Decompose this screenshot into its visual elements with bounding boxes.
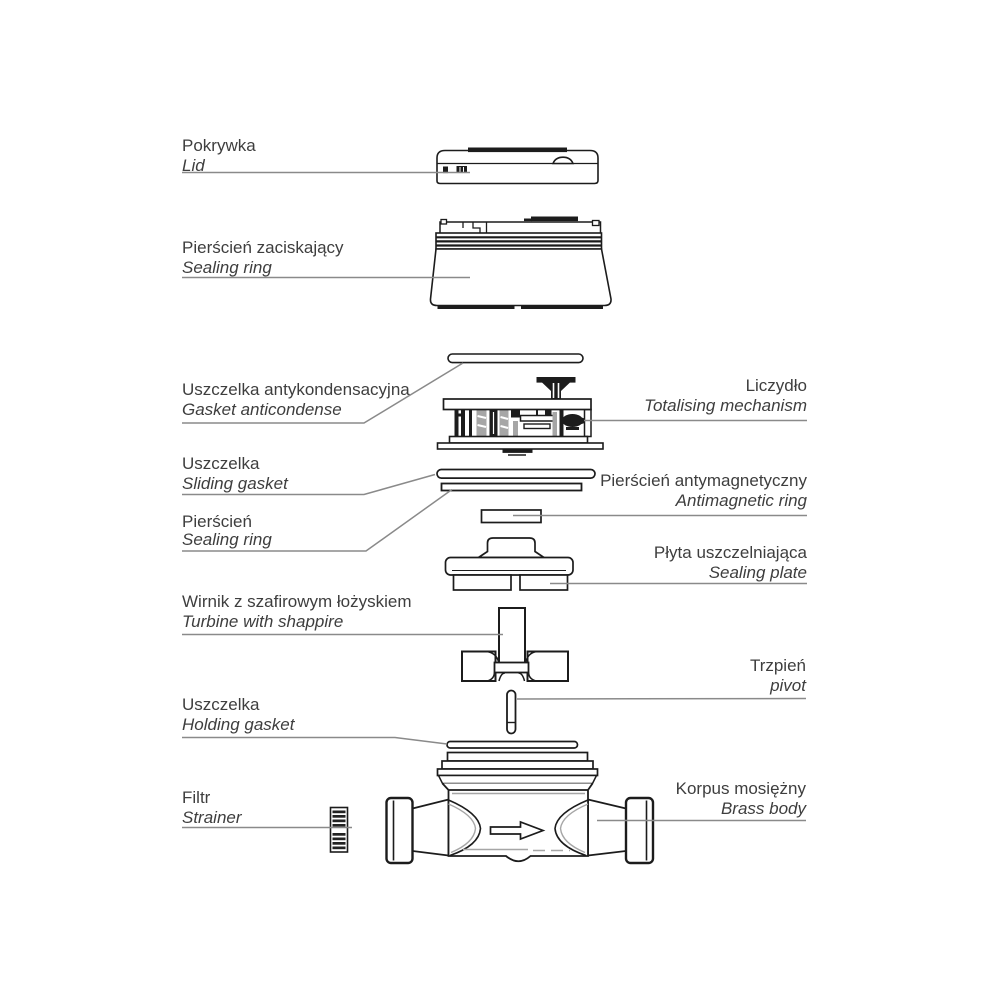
strainer-drawing [331,808,348,853]
label-counter [644,376,807,416]
label-anticondense [182,380,410,420]
label-body-en: Brass body [720,799,806,818]
small-sealing-ring-drawing [442,484,582,491]
label-antimagnetic [600,471,807,511]
brass-body-drawing [387,753,654,864]
anticondense-gasket-drawing [448,354,583,363]
label-lid [182,136,256,176]
label-turbine [182,592,412,632]
label-counter-pl: Liczydło [745,376,807,395]
label-small-ring [182,513,272,549]
pivot-pin-drawing [507,691,516,734]
label-turbine-en: Turbine with shappire [182,612,344,631]
label-small-ring-pl: Pierścień [182,512,252,531]
label-sliding-gasket-pl: Uszczelka [182,454,260,473]
label-strainer [182,788,242,828]
totalising-mechanism-drawing [438,377,604,455]
label-holding-gasket-en: Holding gasket [182,715,295,734]
leader-pivot [517,699,806,700]
label-pivot [750,656,806,696]
label-antimagnetic-en: Antimagnetic ring [675,491,807,510]
label-lid-en: Lid [182,156,205,175]
label-turbine-pl: Wirnik z szafirowym łożyskiem [182,592,412,611]
label-clamp-ring-pl: Pierścień zaciskający [182,238,344,257]
leader-holding-gasket [182,738,447,745]
label-holding-gasket-pl: Uszczelka [182,695,260,714]
label-antimagnetic-pl: Pierścień antymagnetyczny [600,471,807,490]
label-lid-pl: Pokrywka [182,136,256,155]
turbine-drawing [462,608,568,681]
label-anticondense-en: Gasket anticondense [182,400,342,419]
holding-gasket-drawing [447,742,578,749]
label-sealing-plate-en: Sealing plate [708,563,807,582]
label-pivot-pl: Trzpień [749,656,806,675]
label-holding-gasket [182,695,294,735]
label-sliding-gasket-en: Sliding gasket [182,474,288,493]
label-strainer-pl: Filtr [182,788,211,807]
label-pivot-en: pivot [770,676,806,695]
sealing-plate-drawing [446,538,574,590]
label-body-pl: Korpus mosiężny [675,779,806,798]
label-clamp-ring-en: Sealing ring [182,258,272,277]
label-sealing-plate-pl: Płyta uszczelniająca [653,543,807,562]
label-small-ring-en: Sealing ring [182,530,272,549]
label-anticondense-pl: Uszczelka antykondensacyjna [182,380,410,399]
label-strainer-en: Strainer [182,808,242,827]
label-sliding-gasket [182,454,288,494]
label-clamp-ring [182,238,344,278]
label-body [676,779,806,819]
lid-drawing [437,148,598,184]
label-sealing-plate [654,543,807,583]
clamping-ring-drawing [430,217,611,310]
sliding-gasket-drawing [437,470,595,479]
label-counter-en: Totalising mechanism [644,396,807,415]
